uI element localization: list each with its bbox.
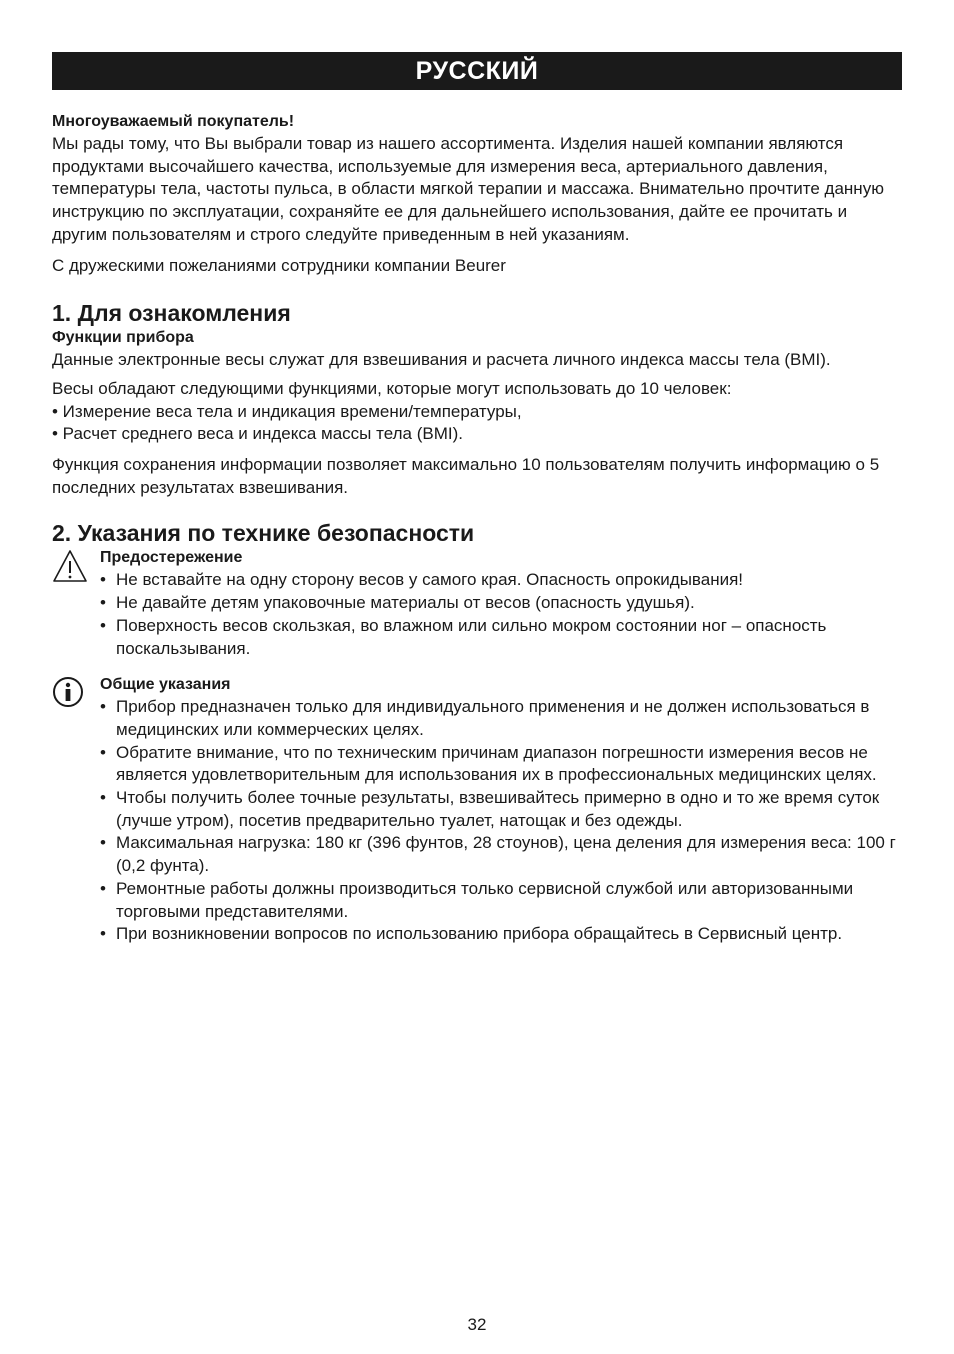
list-item: • Измерение веса тела и индикация времени/температуры, — [52, 401, 522, 421]
section-1-subheading: Функции прибора — [52, 329, 194, 347]
general-notes-title: Общие указания — [100, 676, 231, 694]
list-item: • Ремонтные работы должны производиться только сервисной службой или авторизованными торговыми представителями. — [100, 878, 902, 923]
greeting-title: Многоуважаемый покупатель! — [52, 113, 295, 130]
section-1-paragraph-2: Весы обладают следующими функциями, которые могут использовать до 10 человек: — [52, 378, 732, 398]
list-item: • Поверхность весов скользкая, во влажном или сильно мокром состоянии ног – опасность поскальзывания. — [100, 615, 902, 660]
warning-title: Предостережение — [100, 549, 243, 567]
section-1-paragraph-3: Функция сохранения информации позволяет максимально 10 пользователям получить информацию о 5 последних результатах взвешивания. — [52, 455, 880, 497]
language-header: РУССКИЙ — [52, 52, 902, 90]
warning-block — [52, 547, 902, 660]
manual-page — [52, 52, 902, 946]
list-item: • Не давайте детям упаковочные материалы от весов (опасность удушья). — [100, 592, 902, 615]
greeting-paragraph: Мы рады тому, что Вы выбрали товар из нашего ассортимента. Изделия нашей компании являются продуктами высочайшего качества, используемые для измерения веса, артериального давления, температуры тела, частоты пульса, в области мягкой терапии и массажа. Внимательно прочтите данную инструкцию по эксплуатации, сохраняйте ее для дальнейшего использования, дайте ее прочитать и другим пользователям и строго следуйте приведенным в ней указаниям. — [52, 134, 884, 244]
list-item: • При возникновении вопросов по использованию прибора обращайтесь в Сервисный центр. — [100, 923, 902, 946]
section-2-heading: 2. Указания по технике безопасности — [52, 520, 475, 547]
section-1-heading: 1. Для ознакомления — [52, 300, 291, 327]
list-item: • Обратите внимание, что по техническим причинам диапазон погрешности измерения весов не является удовлетворительным для использования их в профессиональных медицинских целях. — [100, 742, 902, 787]
general-notes-list — [100, 696, 902, 946]
warning-list — [100, 569, 902, 660]
general-notes-block — [52, 674, 902, 946]
list-item: • Максимальная нагрузка: 180 кг (396 фунтов, 28 стоунов), цена деления для измерения веса: 100 г (0,2 фунта). — [100, 832, 902, 877]
list-item: • Расчет среднего веса и индекса массы тела (BMI). — [52, 424, 463, 444]
list-item: • Чтобы получить более точные результаты, взвешивайтесь примерно в одно и то же время суток (лучше утром), посетив предварительно туалет, натощак и без одежды. — [100, 787, 902, 832]
section-1-paragraph-1: Данные электронные весы служат для взвешивания и расчета личного индекса массы тела (BMI). — [52, 350, 831, 370]
page-number: 32 — [467, 1315, 487, 1334]
list-item: • Прибор предназначен только для индивидуального применения и не должен использоваться в медицинских или коммерческих целях. — [100, 696, 902, 741]
list-item: • Не вставайте на одну сторону весов у самого края. Опасность опрокидывания! — [100, 569, 902, 592]
info-icon — [52, 676, 84, 713]
greeting-signoff: С дружескими пожеланиями сотрудники компании Beurer — [52, 255, 506, 275]
feature-list — [52, 401, 902, 446]
warning-triangle-icon — [52, 549, 88, 588]
